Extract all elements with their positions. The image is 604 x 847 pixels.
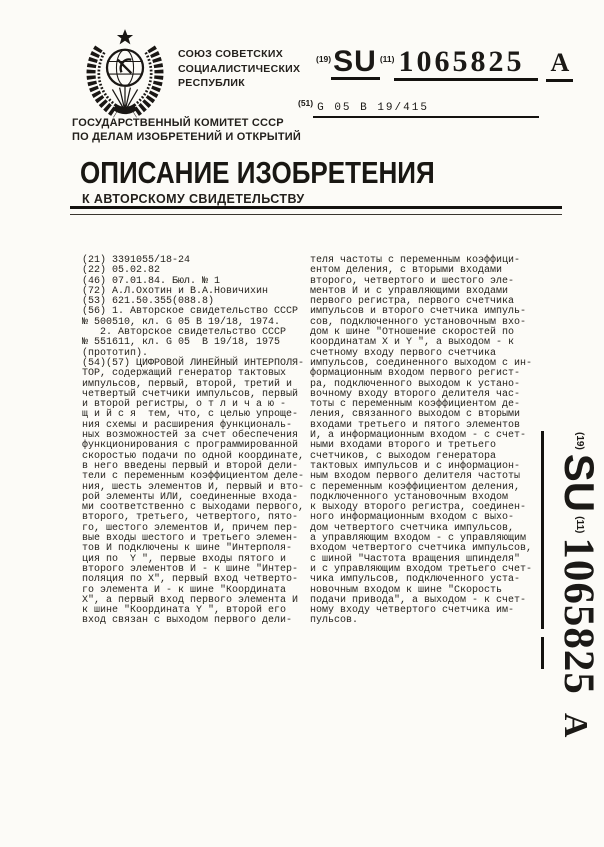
country-code: SU	[331, 47, 380, 80]
union-line: РЕСПУБЛИК	[178, 77, 245, 89]
page-subtitle: К АВТОРСКОМУ СВИДЕТЕЛЬСТВУ	[82, 192, 305, 206]
inid-code-19: (19)	[316, 54, 332, 64]
sidebar-kind-underline	[541, 637, 544, 669]
sidebar-country-code: SU	[556, 453, 603, 513]
union-line: СОЮЗ СОВЕТСКИХ	[178, 48, 284, 60]
header-divider	[70, 206, 562, 215]
document-number: 1065825	[394, 47, 538, 81]
sidebar-kind-code: A	[557, 712, 594, 738]
sidebar-underline	[541, 431, 544, 629]
sidebar-publication-number	[548, 430, 604, 738]
union-name-block	[178, 47, 300, 91]
union-line: СОЦИАЛИСТИЧЕСКИХ	[178, 62, 301, 75]
sidebar-document-number: 1065825	[555, 537, 602, 695]
body-column-right: теля частоты с переменным коэффици- ентом деления, с вторыми входами второго, четвертого и шестого эле- ментов И и с управляющими входами первого регистра, первого счетчика импульсов и второго счетчика импуль- сов, подключенного установочным вхо- дом к шине "Отношение скоростей по координатам X и Y ", а выходом - к счетному входу первого счетчика импульсов, соединенного выходом с ин- формационным входом первого регист- ра, подключенного выходом к устано- вочному входу второго делителя час- тоты с переменным коэффициентом де- ления, связанного выходом с вторыми входами третьего и пятого элементов И, а информационным входом - с счет- ными входами второго и третьего счетчиков, с выходом генератора тактовых импульсов и с информацион- ным входом первого делителя частоты с переменным коэффициентом деления, подключенного установочным входом к выходу второго регистра, соединен- ного информационным входом с выхо- дом четвертого счетчика импульсов, а управляющим входом - с управляющим входом четвертого счетчика импульсов, с шиной "Частота вращения шпинделя" и с управляющим входом третьего счет- чика импульсов, подключенного уста- новочным входом к шине "Скорость подачи привода", а выходом - к счет- ному входу четвертого счетчика им- пульсов.	[310, 255, 533, 627]
ipc-classification-row	[298, 97, 539, 118]
inid-code-51: (51)	[298, 98, 314, 108]
state-committee-block	[72, 116, 301, 144]
body-column-left: (21) 3391055/18-24 (22) 05.02.82 (46) 07.01.84. Бюл. № 1 (72) А.Л.Охотин и В.А.Новичихин (53) 621.50.355(088.8) (56) 1. Авторское свидетельство СССР № 500510, кл. G 05 B 19/18, 1974. 2. Авторское свидетельство СССР № 551611, кл. G 05 B 19/18, 1975 (прототип). (54)(57) ЦИФРОВОЙ ЛИНЕЙНЫЙ ИНТЕРПОЛЯ- ТОР, содержащий генератор тактовых импульсов, первый, второй, третий и четвертый счетчики импульсов, первый и второй регистры, о т л и ч а ю - щ и й с я тем, что, с целью упроще- ния схемы и расширения функциональ- ных возможностей за счет обеспечения функционирования с программированной скоростью подачи по одной координате, в него введены первый и второй дели- тели с переменным коэффициентом деле- ния, шесть элементов И, первый и вто- рой элементы ИЛИ, соединенные входа- ми соответственно с выходами первого, второго, третьего, четвертого, пято- го, шестого элементов И, причем пер- вые входы шестого и третьего элемен- тов И подключены к шине "Интерполя- ция по Y ", первые входы пятого и второго элементов И - к шине "Интер- поляция по X", первый вход четверто- го элемента И - к шине "Координата X", а первый вход первого элемента И к шине "Координата Y ", второй его вход связан с выходом первого дели-	[82, 255, 305, 627]
publication-number-row	[316, 47, 573, 82]
committee-line: ПО ДЕЛАМ ИЗОБРЕТЕНИЙ И ОТКРЫТИЙ	[72, 131, 302, 143]
sidebar-inid-19: (19)	[574, 432, 585, 450]
committee-line: ГОСУДАРСТВЕННЫЙ КОМИТЕТ СССР	[72, 117, 284, 129]
inid-code-11: (11)	[379, 54, 395, 64]
page-title: ОПИСАНИЕ ИЗОБРЕТЕНИЯ	[80, 155, 435, 190]
ipc-code: G 05 B 19/415	[313, 102, 539, 118]
kind-code: A	[546, 49, 573, 82]
ussr-emblem-icon	[80, 28, 170, 122]
sidebar-inid-11: (11)	[574, 516, 585, 534]
